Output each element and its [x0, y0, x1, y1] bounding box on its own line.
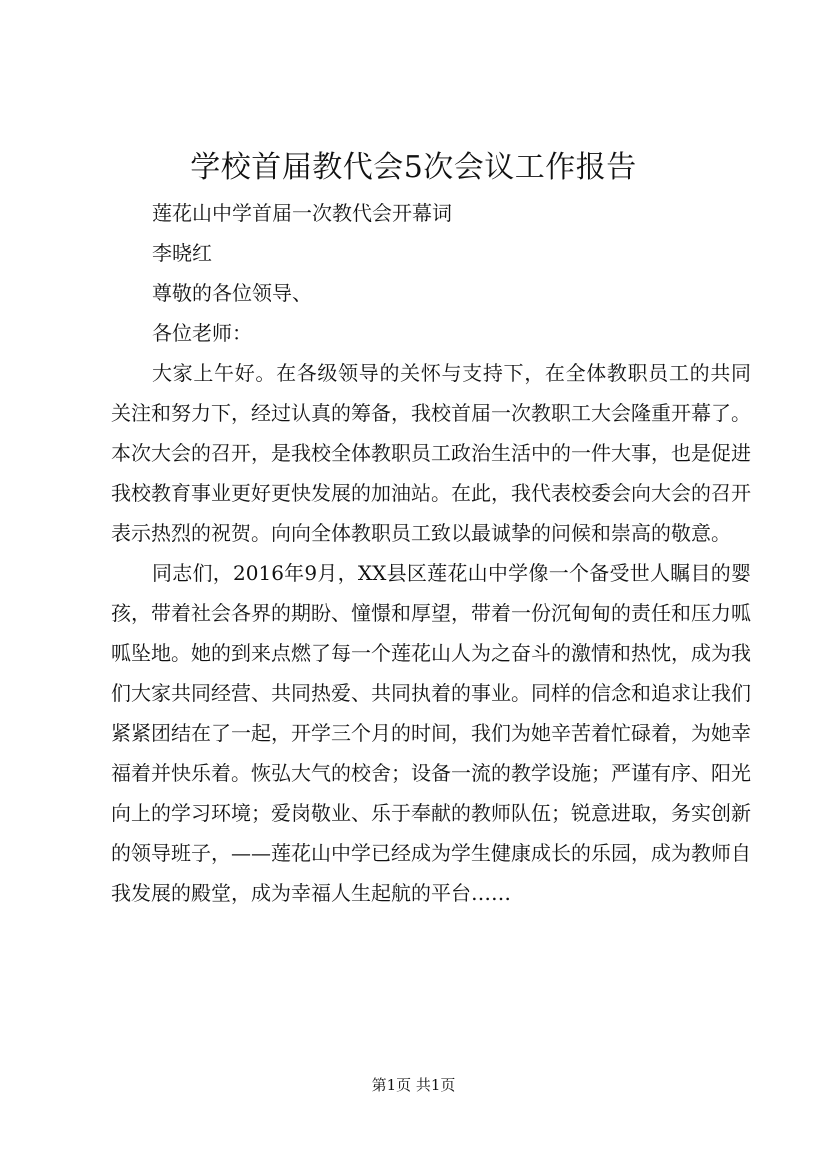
author-name: 李晓红: [152, 241, 212, 265]
greeting-line-1: 尊敬的各位领导、: [152, 281, 312, 305]
greeting-line-2: 各位老师：: [152, 321, 252, 345]
paragraph-opening: 大家上午好。在各级领导的关怀与支持下，在全体教职员工的共同关注和努力下，经过认真的筹备，我校首届一次教职工大会隆重开幕了。本次大会的召开，是我校全体教职员工政治生活中的一件大事，也是促进我校教育事业更好更快发展的加油站。在此，我代表校委会向大会的召开表示热烈的祝贺。向向全体教职员工致以最诚挚的问候和崇高的敬意。: [111, 361, 751, 545]
document-body: [111, 193, 751, 913]
speech-subtitle: 莲花山中学首届一次教代会开幕词: [152, 201, 452, 225]
paragraph-history: 同志们，2016年9月，XX县区莲花山中学像一个备受世人瞩目的婴孩，带着社会各界的期盼、憧憬和厚望，带着一份沉甸甸的责任和压力呱呱坠地。她的到来点燃了每一个莲花山人为之奋斗的激情和热忱，成为我们大家共同经营、共同热爱、共同执着的事业。同样的信念和追求让我们紧紧团结在了一起，开学三个月的时间，我们为她辛苦着忙碌着，为她幸福着并快乐着。恢弘大气的校舍；设备一流的教学设施；严谨有序、阳光向上的学习环境；爱岗敬业、乐于奉献的教师队伍；锐意进取，务实创新的领导班子，——莲花山中学已经成为学生健康成长的乐园，成为教师自我发展的殿堂，成为幸福人生起航的平台……: [111, 561, 751, 905]
page-number-footer: 第1页 共1页: [371, 1076, 456, 1094]
document-title: 学校首届教代会5次会议工作报告: [190, 150, 637, 185]
